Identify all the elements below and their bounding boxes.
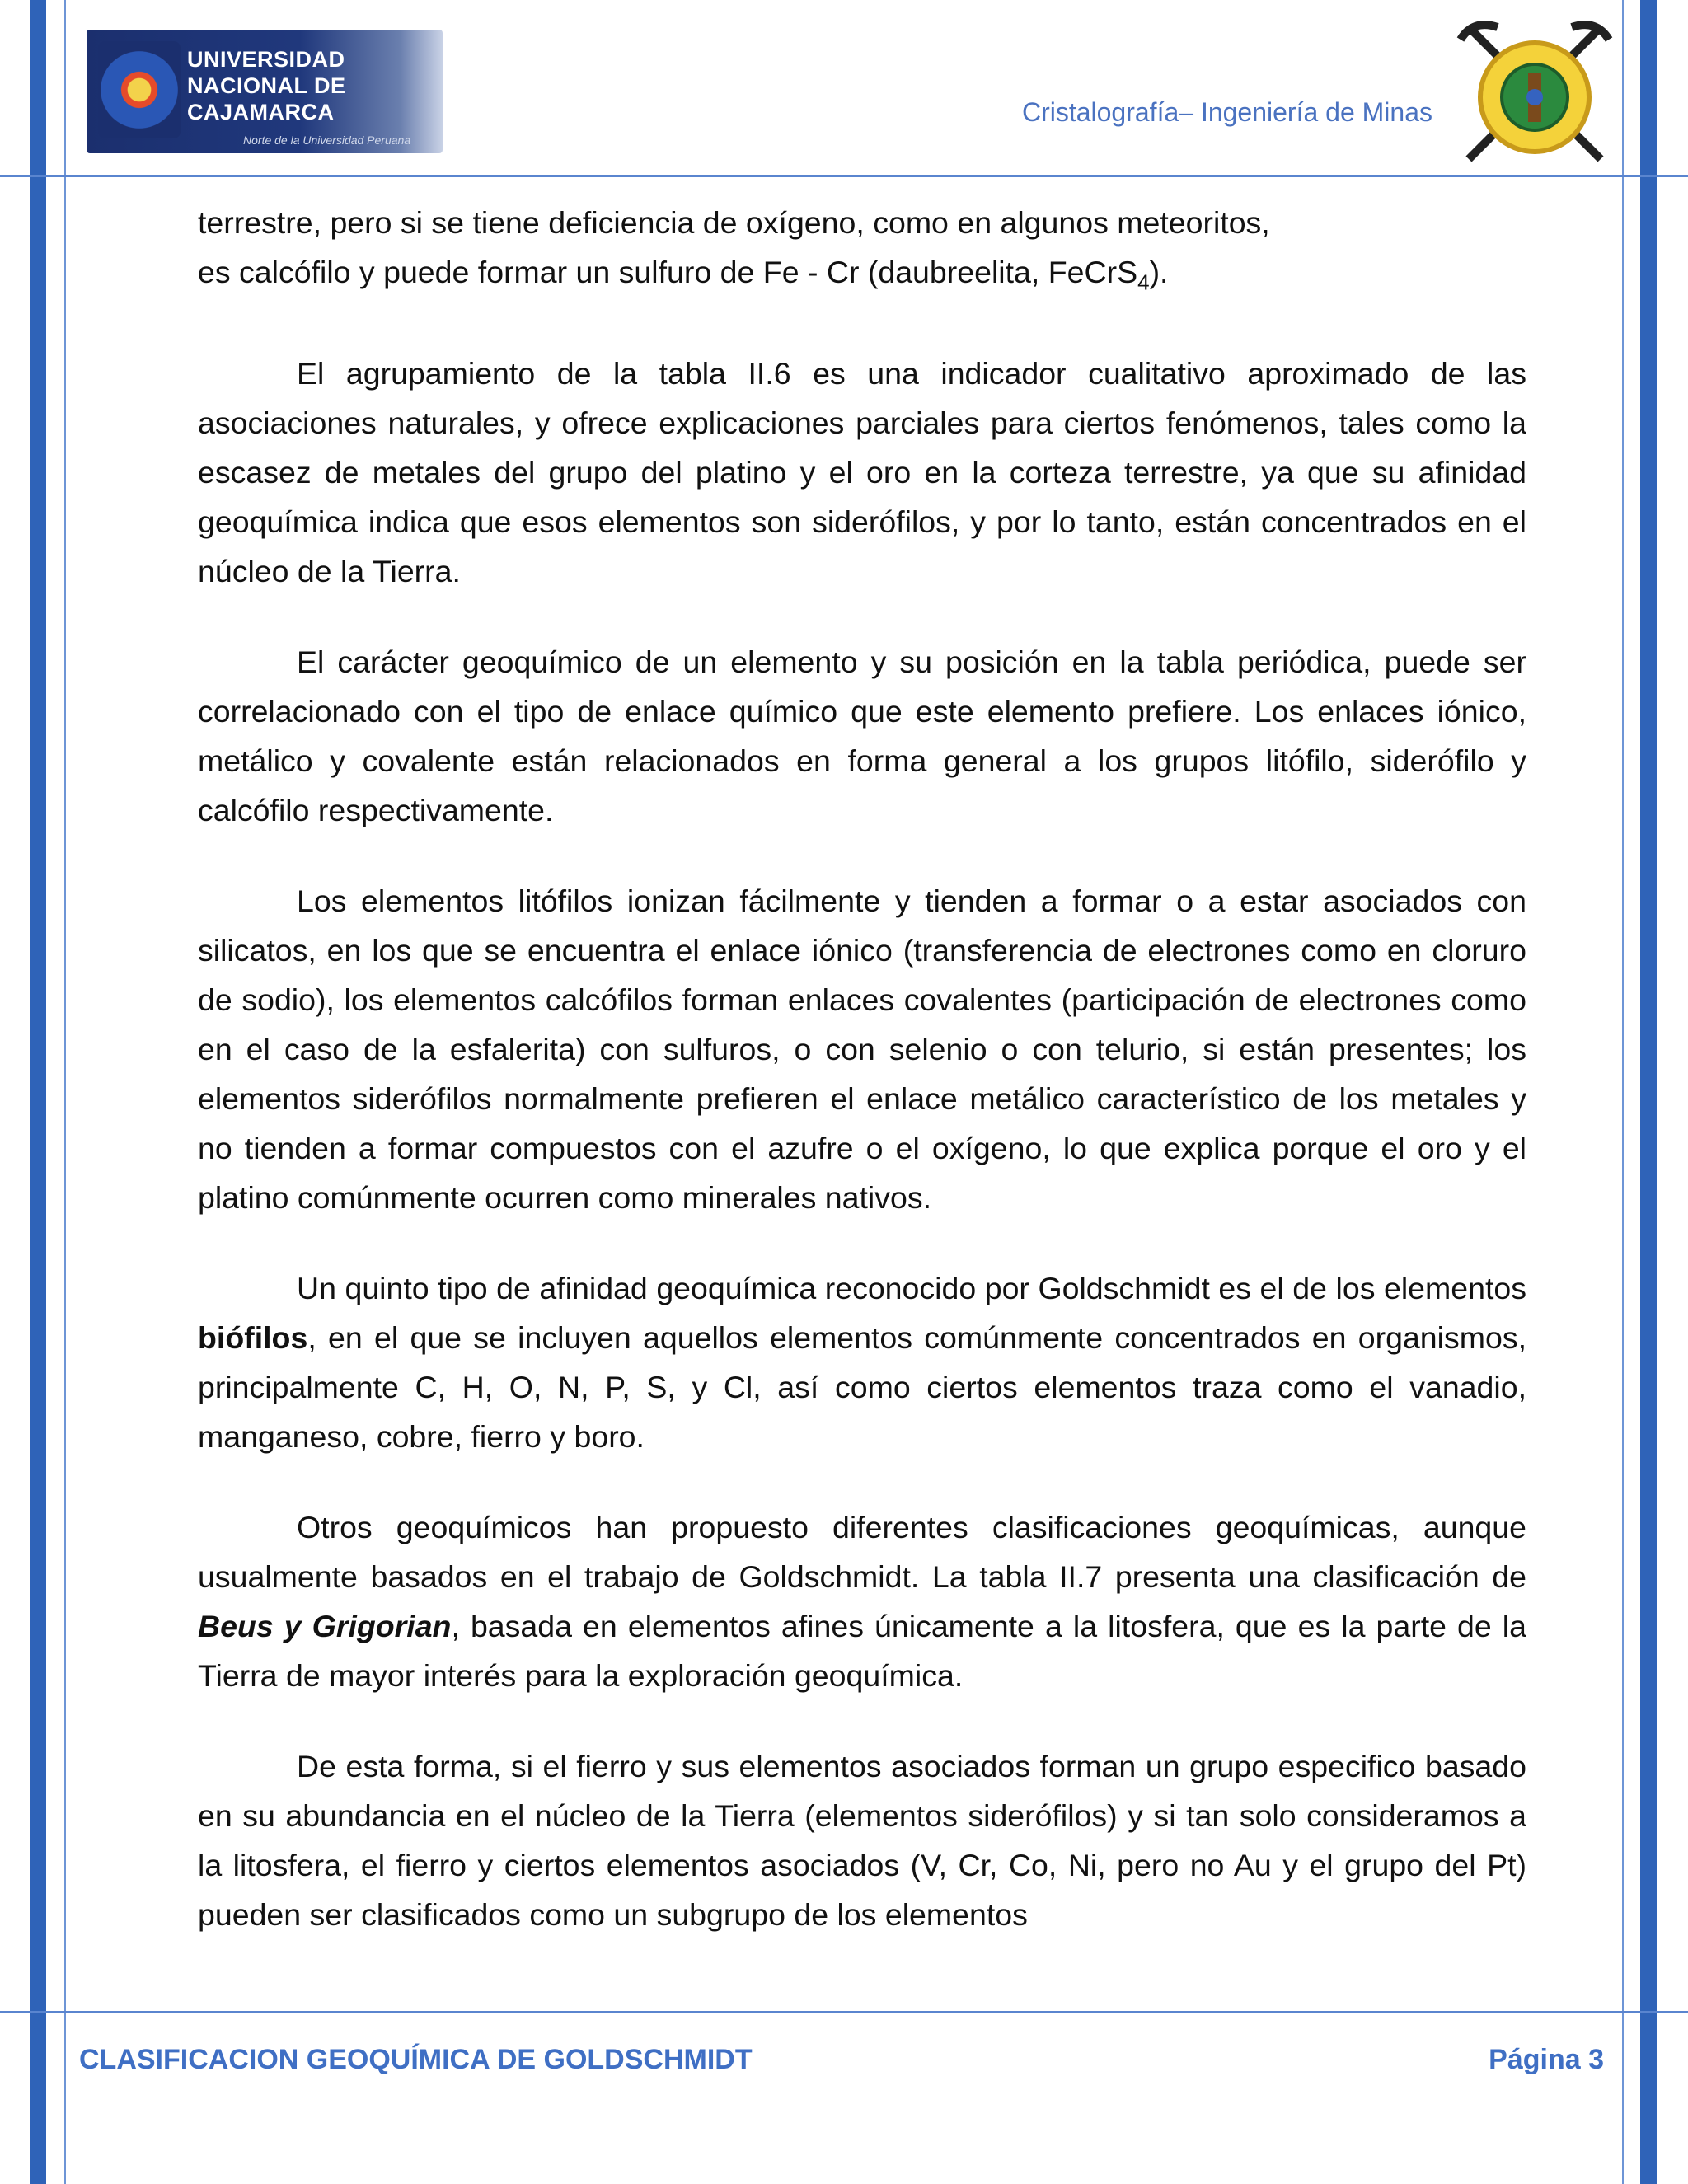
university-name-line-2: NACIONAL DE [187,73,346,98]
text-fragment: Otros geoquímicos han propuesto diferentes clasificaciones geoquímicas, aunque usualmente basados en el trabajo de Goldschmidt. La tabla II.7 presenta una clasificación de [198,1509,1526,1594]
mining-emblem-icon [1452,15,1617,180]
right-frame-bar [1640,0,1657,2184]
university-name [187,46,346,125]
footer-section-title: CLASIFICACION GEOQUÍMICA DE GOLDSCHMIDT [79,2044,753,2075]
footer-divider [0,2011,1688,2013]
university-name-line-1: UNIVERSIDAD [187,47,345,72]
university-name-line-3: CAJAMARCA [187,100,335,124]
university-tagline: Norte de la Universidad Peruana [243,134,411,147]
text-fragment: , en el que se incluyen aquellos elementos comúnmente concentrados en organismos, principalmente C, H, O, N, P, S, y Cl, así como ciertos elementos traza como el vanadio, manganeso, cobre, fierro y boro. [198,1319,1526,1454]
mining-emblem [1452,15,1617,180]
left-frame-bar [30,0,46,2184]
paragraph [198,1502,1526,1700]
text-fragment: Un quinto tipo de afinidad geoquímica reconocido por Goldschmidt es el de los elementos [297,1270,1526,1305]
bold-italic-term: Beus y Grigorian [198,1608,452,1643]
paragraph: Los elementos litófilos ionizan fácilmente y tienden a formar o a estar asociados con silicatos, en los que se encuentra el enlace iónico (transferencia de electrones como en cloruro de sodio), los elementos calcófilos forman enlaces covalentes (participación de electrones como en el caso de la esfalerita) con sulfuros, o con selenio o con telurio, si están presentes; los elementos siderófilos normalmente prefieren el enlace metálico característico de los metales y no tienden a formar compuestos con el azufre o el oxígeno, lo que explica porque el oro y el platino comúnmente ocurren como minerales nativos. [198,883,1526,1215]
right-frame-line [1622,0,1624,2184]
paragraph [198,1263,1526,1461]
paragraph-continuation [198,198,1526,307]
subscript: 4 [1137,269,1150,295]
header-title: Cristalografía– Ingeniería de Minas [1021,97,1432,127]
text-fragment: ). [1149,255,1169,289]
paragraph: El carácter geoquímico de un elemento y su posición en la tabla periódica, puede ser correlacionado con el tipo de enlace químico que este elemento prefiere. Los enlaces iónico, metálico y covalente están relacionados en forma general a los grupos litófilo, siderófilo y calcófilo respectivamente. [198,644,1526,827]
university-logo [87,30,443,153]
text-fragment: , basada en elementos afines únicamente a la litosfera, que es la parte de la Tierra de mayor interés para la exploración geoquímica. [198,1608,1526,1693]
university-seal-icon [98,41,181,138]
header-divider [0,175,1688,177]
document-body [198,198,1526,1939]
text-line: terrestre, pero si se tiene deficiencia de oxígeno, como en algunos meteoritos, [198,205,1270,240]
paragraph: De esta forma, si el fierro y sus elementos asociados forman un grupo especifico basado en su abundancia en el núcleo de la Tierra (elementos siderófilos) y si tan solo consideramos a la litosfera, el fierro y ciertos elementos asociados (V, Cr, Co, Ni, pero no Au y el grupo del Pt) pueden ser clasificados como un subgrupo de los elementos [198,1748,1526,1932]
bold-term: biófilos [198,1319,308,1355]
text-line: es calcófilo y puede formar un sulfuro de Fe - Cr (daubreelita, FeCrS [198,255,1138,289]
left-frame-line [64,0,66,2184]
paragraph: El agrupamiento de la tabla II.6 es una indicador cualitativo aproximado de las asociaciones naturales, y ofrece explicaciones parciales para ciertos fenómenos, tales como la escasez de metales del grupo del platino y el oro en la corteza terrestre, ya que su afinidad geoquímica indica que esos elementos son siderófilos, y por lo tanto, están concentrados en el núcleo de la Tierra. [198,355,1526,588]
page-number: Página 3 [1489,2044,1604,2075]
